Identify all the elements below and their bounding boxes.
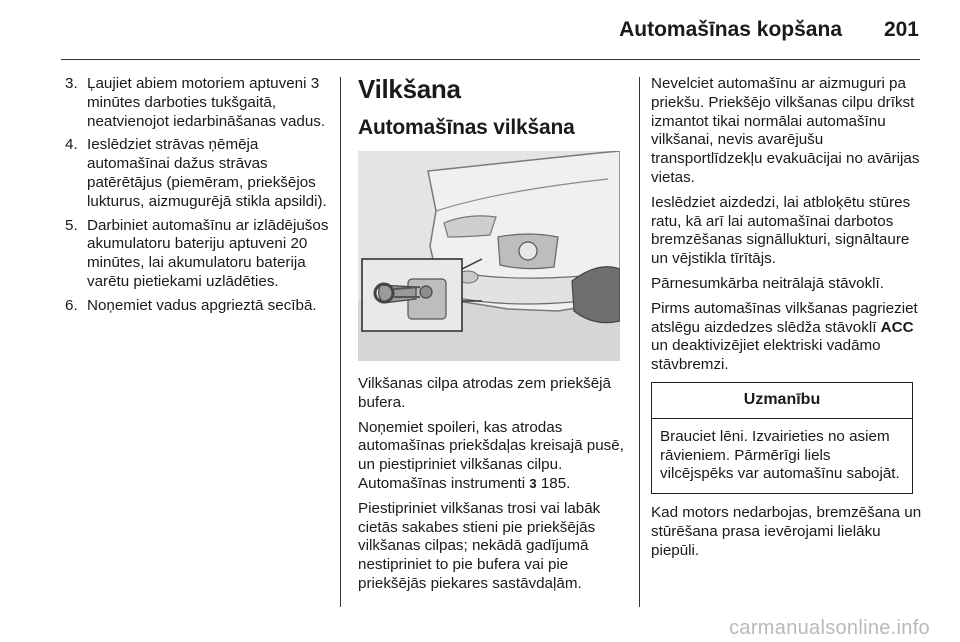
page-number: 201: [883, 18, 919, 41]
page-header: [0, 0, 960, 60]
steps-list: [61, 75, 329, 316]
middle-column: [358, 74, 626, 600]
reference-page: 185.: [540, 474, 571, 492]
list-item: [61, 297, 329, 316]
step-number: 4.: [65, 136, 78, 154]
acc-position-label: ACC: [880, 318, 914, 336]
paragraph: Vilkšanas cilpa atrodas zem priekšējā bufera.: [358, 375, 611, 411]
step-text: Ļaujiet abiem motoriem aptuveni 3 minūtes darboties tukšgaitā, neatvienojot iedarbināšanas vadus.: [87, 75, 326, 130]
watermark: carmanualsonline.info: [729, 617, 930, 639]
list-item: [61, 136, 329, 211]
reference-arrow-icon: 3: [529, 475, 537, 491]
cross-reference[interactable]: [358, 475, 570, 492]
paragraph: Kad motors nedarbojas, bremzēšana un stūrēšana prasa ievērojami lielāku piepūli.: [651, 504, 922, 559]
list-item: [61, 75, 329, 131]
paragraph: Piestipriniet vilkšanas trosi vai labāk cietās sakabes stieni pie priekšējās vilkšanas cilpas; nekādā gadījumā nestipriniet to pie bufera vai pie priekšējās piekares sastāvdaļām.: [358, 499, 601, 592]
caution-title: Uzmanību: [652, 383, 912, 419]
paragraph-text: un deaktivizējiet elektriski vadāmo stāvbremzi.: [651, 337, 881, 374]
paragraph: [358, 419, 626, 494]
paragraph: [651, 300, 925, 375]
step-text: Ieslēdziet strāvas ņēmēja automašīnai dažus strāvas patērētājus (piemēram, priekšējos lukturus, aizmugurējā stikla apsildi).: [87, 136, 327, 210]
right-column: [651, 75, 925, 567]
paragraph: Nevelciet automašīnu ar aizmuguri pa priekšu. Priekšējo vilkšanas cilpu drīkst izmantot tikai normālai automašīnu vilkšanai, nevis avarējušu transportlīdzekļu evakuācijai no avārijas vietas.: [651, 75, 920, 186]
step-number: 3.: [65, 75, 78, 92]
header-divider: [61, 59, 920, 60]
paragraph-text: Pirms automašīnas vilkšanas pagrieziet atslēgu aizdedzes slēdža stāvoklī: [651, 299, 918, 336]
car-tow-eye-illustration: [358, 151, 620, 361]
caution-text: Brauciet lēni. Izvairieties no asiem rāvieniem. Pārmērīgi liels vilcējspēks var automašīnu sabojāt.: [660, 427, 900, 483]
left-column: [61, 75, 329, 321]
step-text: Noņemiet vadus apgrieztā secībā.: [87, 296, 317, 314]
column-divider-right: [639, 77, 640, 607]
reference-prefix: Automašīnas instrumenti: [358, 474, 526, 492]
subsection-heading: Automašīnas vilkšana: [358, 116, 575, 139]
list-item: [61, 217, 329, 292]
step-number: 5.: [65, 216, 78, 234]
column-divider-left: [340, 77, 341, 607]
caution-box: [651, 382, 913, 494]
step-text: Darbiniet automašīnu ar izlādējušos akumulatoru bateriju aptuveni 20 minūtes, lai akumulatoru baterija varētu pietiekami uzlādēties.: [87, 216, 329, 290]
paragraph: Ieslēdziet aizdedzi, lai atbloķētu stūres ratu, kā arī lai automašīnai darbotos bremzēšanas signāllukturi, signāltaure un vējstikla tīrītājs.: [651, 193, 911, 268]
step-number: 6.: [65, 296, 78, 314]
page-section-title: Automašīnas kopšana: [619, 18, 842, 41]
section-heading: Vilkšana: [358, 74, 461, 104]
paragraph-text: Noņemiet spoileri, kas atrodas automašīnas priekšdaļas kreisajā pusē, un piestipriniet vilkšanas cilpu.: [358, 418, 624, 474]
paragraph: Pārnesumkārba neitrālajā stāvoklī.: [651, 274, 884, 292]
